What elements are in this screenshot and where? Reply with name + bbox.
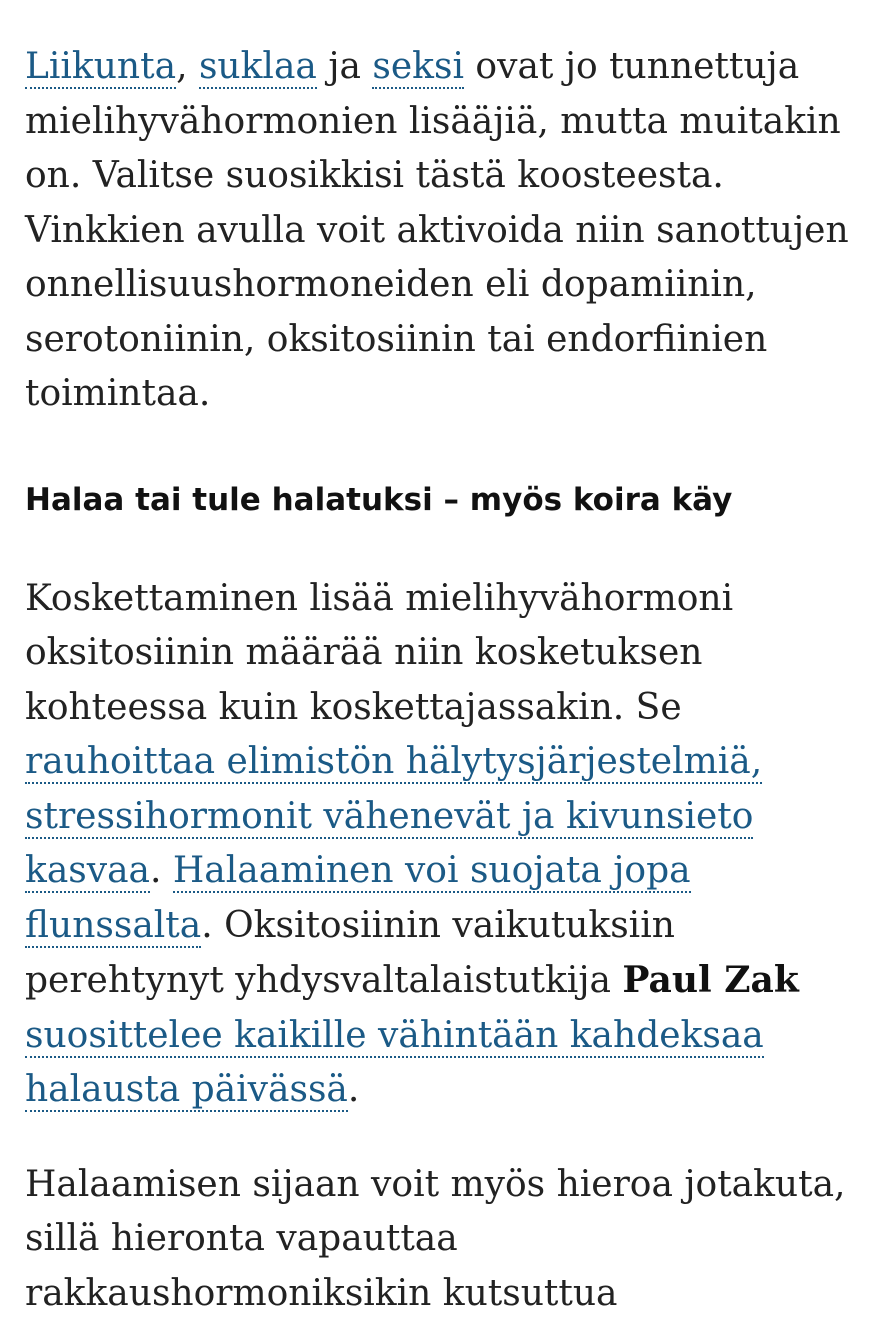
link-sex[interactable]: seksi [372,46,464,89]
intro-text: ovat jo tunnettuja mielihyvähormonien lisääjiä, mutta muitakin on. Valitse suosikkisi tästä koosteesta. Vinkkien avulla voit aktivoida niin sanottujen onnellisuushormoneiden eli dopamiinin, serotoniinin, oksitosiinin tai endorfiinien toimintaa. [25,46,849,414]
touch-paragraph [25,572,875,1118]
link-exercise[interactable]: Liikunta [25,46,176,89]
intro-paragraph [25,40,875,422]
article-body [25,40,875,1321]
touch-end: . [348,1069,359,1110]
touch-text-1: Koskettaminen lisää mielihyvähormoni oksitosiinin määrää niin kosketuksen kohteessa kuin koskettajassakin. Se [25,578,733,728]
intro-sep-1: , [176,46,199,87]
link-hugging-flu[interactable]: Halaaminen voi suojata jopa flunssalta [25,850,691,948]
intro-sep-2: ja [317,46,373,87]
massage-paragraph: Halaamisen sijaan voit myös hieroa jotakuta, sillä hieronta vapauttaa rakkaushormoniksikin kutsuttua [25,1158,875,1321]
touch-sep-1: . [150,850,173,891]
touch-text-2: . Oksitosiinin vaikutuksiin perehtynyt yhdysvaltalaistutkija [25,905,675,1002]
link-chocolate[interactable]: suklaa [199,46,317,89]
researcher-name: Paul Zak [622,959,798,1001]
link-calms-alarm-systems[interactable]: rauhoittaa elimistön hälytysjärjestelmiä, stressihormonit vähenevät ja kivunsieto kasvaa [25,741,762,893]
link-eight-hugs[interactable]: suosittelee kaikille vähintään kahdeksaa halausta päivässä [25,1015,764,1113]
section-heading: Halaa tai tule halatuksi – myös koira käy [25,480,875,520]
